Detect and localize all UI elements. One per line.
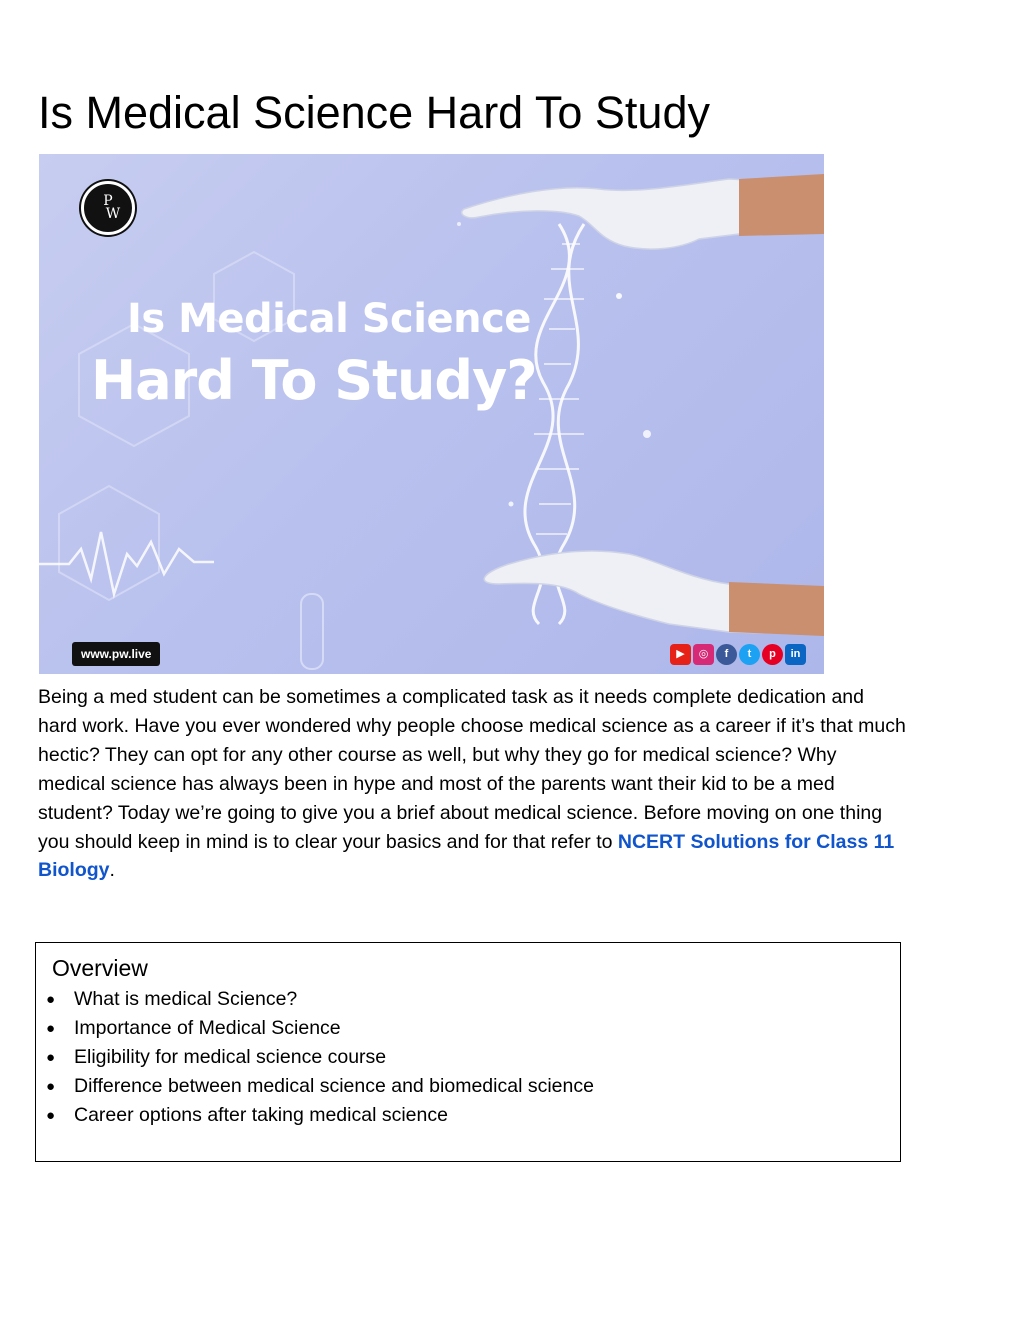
youtube-icon: ▶ (670, 644, 691, 665)
list-item-label: What is medical Science? (74, 988, 298, 1010)
pw-logo-icon (81, 181, 135, 235)
list-item (36, 985, 594, 1014)
list-item (36, 1043, 594, 1072)
list-item-label: Eligibility for medical science course (74, 1046, 387, 1068)
bullet-icon: ● (46, 1107, 56, 1124)
overview-list (36, 985, 594, 1130)
linkedin-icon: in (785, 644, 806, 665)
bullet-icon: ● (46, 991, 56, 1008)
logo-letter-w: W (105, 206, 121, 222)
facebook-icon: f (716, 644, 737, 665)
list-item-label: Career options after taking medical science (74, 1104, 448, 1126)
overview-title: Overview (52, 955, 148, 981)
pinterest-icon: p (762, 644, 783, 665)
bullet-icon: ● (46, 1020, 56, 1037)
ncert-solutions-link[interactable]: NCERT Solutions for Class 11 Biology (38, 830, 895, 882)
hero-headline-line2: Hard To Study? (91, 349, 537, 412)
bullet-icon: ● (46, 1078, 56, 1095)
list-item-label: Difference between medical science and biomedical science (74, 1075, 594, 1097)
intro-paragraph (38, 683, 908, 885)
social-icons (670, 644, 806, 665)
list-item (36, 1101, 594, 1130)
bullet-icon: ● (46, 1049, 56, 1066)
instagram-icon: ◎ (693, 644, 714, 665)
hero-image (39, 154, 824, 674)
hero-illustration (39, 154, 824, 674)
website-badge: www.pw.live (72, 642, 160, 666)
list-item-label: Importance of Medical Science (74, 1017, 341, 1039)
logo-letter-p: P (103, 193, 113, 209)
list-item (36, 1014, 594, 1043)
overview-box (35, 942, 901, 1162)
intro-text-end: . (109, 859, 115, 882)
twitter-icon: t (739, 644, 760, 665)
list-item (36, 1072, 594, 1101)
page-title: Is Medical Science Hard To Study (38, 87, 710, 138)
hero-headline-line1: Is Medical Science (127, 296, 531, 342)
intro-text: Being a med student can be sometimes a complicated task as it needs complete dedication and hard work. Have you ever wondered why people choose medical science as a career if it’s that much hectic? They can opt for any other course as well, but why they go for medical science? Why medical science has always been in hype and most of the parents want their kid to be a med student? Today we’re going to give you a brief about medical science. Before moving on one thing you should keep in mind is to clear your basics and for that refer to (38, 686, 906, 853)
